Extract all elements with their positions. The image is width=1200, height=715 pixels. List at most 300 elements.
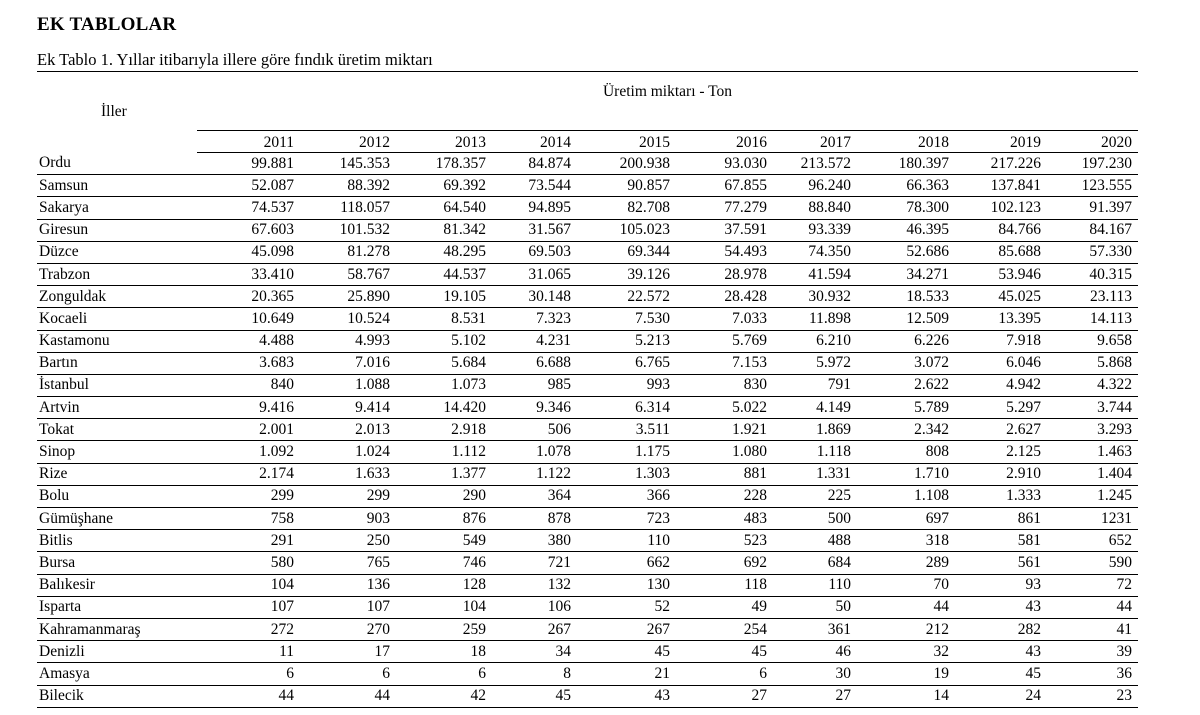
production-value-cell: 82.708 <box>577 197 676 219</box>
production-value-cell: 84.766 <box>955 219 1047 241</box>
production-value-cell: 28.978 <box>676 263 773 285</box>
production-value-cell: 11.898 <box>773 308 857 330</box>
production-value-cell: 758 <box>197 508 300 530</box>
production-value-cell: 5.789 <box>857 397 955 419</box>
year-header-cell: 2016 <box>676 131 773 153</box>
province-name-cell: Rize <box>37 463 197 485</box>
production-value-cell: 1.118 <box>773 441 857 463</box>
production-value-cell: 39.126 <box>577 263 676 285</box>
table-row <box>37 263 1138 285</box>
production-value-cell: 17 <box>300 641 396 663</box>
production-value-cell: 130 <box>577 574 676 596</box>
table-row <box>37 153 1138 175</box>
production-value-cell: 2.174 <box>197 463 300 485</box>
production-value-cell: 2.910 <box>955 463 1047 485</box>
production-value-cell: 123.555 <box>1047 175 1138 197</box>
production-value-cell: 178.357 <box>396 153 492 175</box>
production-value-cell: 43 <box>577 685 676 707</box>
production-value-cell: 1.331 <box>773 463 857 485</box>
production-value-cell: 721 <box>492 552 577 574</box>
production-value-cell: 1.080 <box>676 441 773 463</box>
production-value-cell: 44 <box>300 685 396 707</box>
year-header-cell: 2018 <box>857 131 955 153</box>
production-value-cell: 808 <box>857 441 955 463</box>
production-value-cell: 101.532 <box>300 219 396 241</box>
production-value-cell: 1.633 <box>300 463 396 485</box>
production-value-cell: 1231 <box>1047 508 1138 530</box>
production-value-cell: 93.030 <box>676 153 773 175</box>
production-value-cell: 22.572 <box>577 286 676 308</box>
production-value-cell: 18 <box>396 641 492 663</box>
production-value-cell: 45 <box>955 663 1047 685</box>
production-value-cell: 7.033 <box>676 308 773 330</box>
production-value-cell: 70 <box>857 574 955 596</box>
production-value-cell: 44 <box>197 685 300 707</box>
production-value-cell: 107 <box>197 596 300 618</box>
production-value-cell: 6.314 <box>577 397 676 419</box>
production-value-cell: 78.300 <box>857 197 955 219</box>
production-value-cell: 9.658 <box>1047 330 1138 352</box>
production-value-cell: 3.293 <box>1047 419 1138 441</box>
production-value-cell: 41.594 <box>773 263 857 285</box>
production-value-cell: 19.105 <box>396 286 492 308</box>
production-value-cell: 7.918 <box>955 330 1047 352</box>
production-value-cell: 580 <box>197 552 300 574</box>
province-name-cell: Düzce <box>37 241 197 263</box>
year-header-cell: 2017 <box>773 131 857 153</box>
production-value-cell: 58.767 <box>300 263 396 285</box>
production-value-cell: 14.113 <box>1047 308 1138 330</box>
production-value-cell: 128 <box>396 574 492 596</box>
table-row <box>37 641 1138 663</box>
production-value-cell: 2.918 <box>396 419 492 441</box>
table-row <box>37 352 1138 374</box>
table-row <box>37 308 1138 330</box>
year-header-cell: 2019 <box>955 131 1047 153</box>
table-row <box>37 197 1138 219</box>
year-header-cell: 2020 <box>1047 131 1138 153</box>
table-row <box>37 530 1138 552</box>
production-value-cell: 380 <box>492 530 577 552</box>
production-value-cell: 46.395 <box>857 219 955 241</box>
production-value-cell: 118.057 <box>300 197 396 219</box>
table-row <box>37 508 1138 530</box>
production-value-cell: 42 <box>396 685 492 707</box>
production-value-cell: 57.330 <box>1047 241 1138 263</box>
production-value-cell: 523 <box>676 530 773 552</box>
production-value-cell: 14.420 <box>396 397 492 419</box>
production-value-cell: 250 <box>300 530 396 552</box>
production-value-cell: 67.603 <box>197 219 300 241</box>
row-header-cell: İller <box>37 72 197 153</box>
production-value-cell: 67.855 <box>676 175 773 197</box>
production-value-cell: 4.149 <box>773 397 857 419</box>
table-row <box>37 441 1138 463</box>
production-value-cell: 5.868 <box>1047 352 1138 374</box>
production-value-cell: 96.240 <box>773 175 857 197</box>
production-value-cell: 99.881 <box>197 153 300 175</box>
production-value-cell: 45.098 <box>197 241 300 263</box>
table-row <box>37 330 1138 352</box>
production-value-cell: 9.346 <box>492 397 577 419</box>
production-value-cell: 39 <box>1047 641 1138 663</box>
province-name-cell: Bartın <box>37 352 197 374</box>
production-value-cell: 289 <box>857 552 955 574</box>
production-value-cell: 561 <box>955 552 1047 574</box>
table-row <box>37 241 1138 263</box>
production-value-cell: 14 <box>857 685 955 707</box>
production-value-cell: 692 <box>676 552 773 574</box>
production-value-cell: 136 <box>300 574 396 596</box>
production-value-cell: 33.410 <box>197 263 300 285</box>
production-value-cell: 6.046 <box>955 352 1047 374</box>
production-value-cell: 104 <box>197 574 300 596</box>
production-value-cell: 6.765 <box>577 352 676 374</box>
table-row <box>37 463 1138 485</box>
table-row <box>37 552 1138 574</box>
production-value-cell: 1.404 <box>1047 463 1138 485</box>
production-value-cell: 1.024 <box>300 441 396 463</box>
production-value-cell: 290 <box>396 485 492 507</box>
production-value-cell: 662 <box>577 552 676 574</box>
production-value-cell: 6 <box>197 663 300 685</box>
production-value-cell: 217.226 <box>955 153 1047 175</box>
production-value-cell: 69.503 <box>492 241 577 263</box>
province-name-cell: Kastamonu <box>37 330 197 352</box>
table-row <box>37 419 1138 441</box>
production-value-cell: 2.342 <box>857 419 955 441</box>
production-value-cell: 2.125 <box>955 441 1047 463</box>
production-value-cell: 102.123 <box>955 197 1047 219</box>
production-value-cell: 7.323 <box>492 308 577 330</box>
production-value-cell: 6.226 <box>857 330 955 352</box>
production-value-cell: 104 <box>396 596 492 618</box>
production-value-cell: 21 <box>577 663 676 685</box>
production-value-cell: 24 <box>955 685 1047 707</box>
production-value-cell: 1.073 <box>396 374 492 396</box>
production-value-cell: 66.363 <box>857 175 955 197</box>
production-value-cell: 9.416 <box>197 397 300 419</box>
province-name-cell: Bursa <box>37 552 197 574</box>
production-value-cell: 581 <box>955 530 1047 552</box>
production-value-cell: 1.303 <box>577 463 676 485</box>
production-value-cell: 31.065 <box>492 263 577 285</box>
production-value-cell: 1.112 <box>396 441 492 463</box>
production-value-cell: 4.942 <box>955 374 1047 396</box>
production-value-cell: 88.840 <box>773 197 857 219</box>
production-value-cell: 861 <box>955 508 1047 530</box>
production-value-cell: 45 <box>577 641 676 663</box>
production-value-cell: 282 <box>955 618 1047 640</box>
production-value-cell: 6 <box>396 663 492 685</box>
province-name-cell: Sakarya <box>37 197 197 219</box>
production-value-cell: 1.710 <box>857 463 955 485</box>
production-value-cell: 197.230 <box>1047 153 1138 175</box>
production-value-cell: 2.622 <box>857 374 955 396</box>
production-value-cell: 488 <box>773 530 857 552</box>
province-name-cell: Bitlis <box>37 530 197 552</box>
year-header-cell: 2013 <box>396 131 492 153</box>
production-value-cell: 213.572 <box>773 153 857 175</box>
year-header-row <box>37 131 1138 153</box>
production-value-cell: 299 <box>300 485 396 507</box>
production-value-cell: 4.488 <box>197 330 300 352</box>
production-value-cell: 291 <box>197 530 300 552</box>
production-value-cell: 652 <box>1047 530 1138 552</box>
production-value-cell: 506 <box>492 419 577 441</box>
production-value-cell: 3.511 <box>577 419 676 441</box>
province-name-cell: Bolu <box>37 485 197 507</box>
production-value-cell: 180.397 <box>857 153 955 175</box>
production-value-cell: 272 <box>197 618 300 640</box>
table-header <box>37 72 1138 153</box>
production-value-cell: 18.533 <box>857 286 955 308</box>
production-value-cell: 483 <box>676 508 773 530</box>
province-name-cell: Zonguldak <box>37 286 197 308</box>
production-value-cell: 5.972 <box>773 352 857 374</box>
table-row <box>37 485 1138 507</box>
production-value-cell: 36 <box>1047 663 1138 685</box>
production-value-cell: 49 <box>676 596 773 618</box>
production-value-cell: 318 <box>857 530 955 552</box>
table-row <box>37 596 1138 618</box>
production-value-cell: 46 <box>773 641 857 663</box>
table-row <box>37 219 1138 241</box>
production-value-cell: 590 <box>1047 552 1138 574</box>
production-value-cell: 500 <box>773 508 857 530</box>
production-value-cell: 145.353 <box>300 153 396 175</box>
province-name-cell: Giresun <box>37 219 197 241</box>
production-value-cell: 19 <box>857 663 955 685</box>
production-value-cell: 364 <box>492 485 577 507</box>
production-value-cell: 830 <box>676 374 773 396</box>
production-value-cell: 1.377 <box>396 463 492 485</box>
production-value-cell: 110 <box>577 530 676 552</box>
production-value-cell: 64.540 <box>396 197 492 219</box>
production-value-cell: 267 <box>577 618 676 640</box>
province-name-cell: Isparta <box>37 596 197 618</box>
production-value-cell: 684 <box>773 552 857 574</box>
production-value-cell: 81.278 <box>300 241 396 263</box>
production-value-cell: 270 <box>300 618 396 640</box>
table-body <box>37 153 1138 708</box>
production-value-cell: 1.869 <box>773 419 857 441</box>
production-value-cell: 69.344 <box>577 241 676 263</box>
production-value-cell: 52 <box>577 596 676 618</box>
section-title: EK TABLOLAR <box>37 14 177 35</box>
production-value-cell: 1.463 <box>1047 441 1138 463</box>
province-name-cell: Ordu <box>37 153 197 175</box>
production-value-cell: 93.339 <box>773 219 857 241</box>
table-row <box>37 663 1138 685</box>
province-name-cell: Samsun <box>37 175 197 197</box>
production-value-cell: 30 <box>773 663 857 685</box>
production-value-cell: 30.148 <box>492 286 577 308</box>
production-value-cell: 44.537 <box>396 263 492 285</box>
production-table <box>37 71 1138 708</box>
production-value-cell: 11 <box>197 641 300 663</box>
production-value-cell: 84.874 <box>492 153 577 175</box>
production-value-cell: 2.013 <box>300 419 396 441</box>
production-value-cell: 45 <box>676 641 773 663</box>
production-value-cell: 878 <box>492 508 577 530</box>
province-name-cell: Tokat <box>37 419 197 441</box>
province-name-cell: Amasya <box>37 663 197 685</box>
production-value-cell: 723 <box>577 508 676 530</box>
production-value-cell: 791 <box>773 374 857 396</box>
production-value-cell: 77.279 <box>676 197 773 219</box>
production-value-cell: 13.395 <box>955 308 1047 330</box>
province-name-cell: Bilecik <box>37 685 197 707</box>
production-value-cell: 74.350 <box>773 241 857 263</box>
production-value-cell: 10.524 <box>300 308 396 330</box>
production-value-cell: 28.428 <box>676 286 773 308</box>
production-value-cell: 73.544 <box>492 175 577 197</box>
table-row <box>37 175 1138 197</box>
production-value-cell: 44 <box>857 596 955 618</box>
production-value-cell: 132 <box>492 574 577 596</box>
province-name-cell: İstanbul <box>37 374 197 396</box>
production-value-cell: 106 <box>492 596 577 618</box>
production-value-cell: 765 <box>300 552 396 574</box>
production-value-cell: 40.315 <box>1047 263 1138 285</box>
production-value-cell: 74.537 <box>197 197 300 219</box>
production-value-cell: 53.946 <box>955 263 1047 285</box>
production-value-cell: 88.392 <box>300 175 396 197</box>
production-value-cell: 1.108 <box>857 485 955 507</box>
production-value-cell: 107 <box>300 596 396 618</box>
year-header-cell: 2011 <box>197 131 300 153</box>
production-value-cell: 549 <box>396 530 492 552</box>
table-row <box>37 574 1138 596</box>
production-value-cell: 12.509 <box>857 308 955 330</box>
production-value-cell: 30.932 <box>773 286 857 308</box>
group-header-cell: Üretim miktarı - Ton <box>197 72 1138 131</box>
production-value-cell: 93 <box>955 574 1047 596</box>
production-value-cell: 43 <box>955 596 1047 618</box>
production-value-cell: 52.686 <box>857 241 955 263</box>
production-value-cell: 91.397 <box>1047 197 1138 219</box>
production-value-cell: 3.683 <box>197 352 300 374</box>
province-name-cell: Denizli <box>37 641 197 663</box>
province-name-cell: Sinop <box>37 441 197 463</box>
province-name-cell: Balıkesir <box>37 574 197 596</box>
table-row <box>37 397 1138 419</box>
production-value-cell: 34 <box>492 641 577 663</box>
production-value-cell: 90.857 <box>577 175 676 197</box>
production-value-cell: 5.022 <box>676 397 773 419</box>
production-value-cell: 7.153 <box>676 352 773 374</box>
province-name-cell: Artvin <box>37 397 197 419</box>
year-header-cell: 2015 <box>577 131 676 153</box>
production-value-cell: 1.245 <box>1047 485 1138 507</box>
production-value-cell: 72 <box>1047 574 1138 596</box>
production-value-cell: 52.087 <box>197 175 300 197</box>
production-value-cell: 299 <box>197 485 300 507</box>
production-value-cell: 54.493 <box>676 241 773 263</box>
table-row <box>37 374 1138 396</box>
production-value-cell: 212 <box>857 618 955 640</box>
production-value-cell: 4.993 <box>300 330 396 352</box>
production-value-cell: 5.102 <box>396 330 492 352</box>
production-value-cell: 840 <box>197 374 300 396</box>
production-value-cell: 23 <box>1047 685 1138 707</box>
production-value-cell: 985 <box>492 374 577 396</box>
production-value-cell: 48.295 <box>396 241 492 263</box>
production-value-cell: 2.627 <box>955 419 1047 441</box>
production-value-cell: 881 <box>676 463 773 485</box>
production-value-cell: 225 <box>773 485 857 507</box>
production-value-cell: 746 <box>396 552 492 574</box>
table-row <box>37 618 1138 640</box>
production-value-cell: 45.025 <box>955 286 1047 308</box>
production-value-cell: 3.072 <box>857 352 955 374</box>
production-value-cell: 34.271 <box>857 263 955 285</box>
production-value-cell: 44 <box>1047 596 1138 618</box>
production-value-cell: 1.921 <box>676 419 773 441</box>
province-name-cell: Trabzon <box>37 263 197 285</box>
production-value-cell: 903 <box>300 508 396 530</box>
production-value-cell: 32 <box>857 641 955 663</box>
production-value-cell: 8 <box>492 663 577 685</box>
production-value-cell: 9.414 <box>300 397 396 419</box>
production-value-cell: 118 <box>676 574 773 596</box>
production-value-cell: 1.175 <box>577 441 676 463</box>
production-value-cell: 20.365 <box>197 286 300 308</box>
production-value-cell: 110 <box>773 574 857 596</box>
production-value-cell: 10.649 <box>197 308 300 330</box>
production-value-cell: 2.001 <box>197 419 300 441</box>
production-value-cell: 105.023 <box>577 219 676 241</box>
production-value-cell: 45 <box>492 685 577 707</box>
production-value-cell: 366 <box>577 485 676 507</box>
year-header-cell: 2012 <box>300 131 396 153</box>
production-value-cell: 4.322 <box>1047 374 1138 396</box>
production-value-cell: 993 <box>577 374 676 396</box>
production-value-cell: 4.231 <box>492 330 577 352</box>
production-value-cell: 6.688 <box>492 352 577 374</box>
province-name-cell: Kahramanmaraş <box>37 618 197 640</box>
production-value-cell: 1.088 <box>300 374 396 396</box>
production-value-cell: 7.016 <box>300 352 396 374</box>
production-value-cell: 137.841 <box>955 175 1047 197</box>
production-value-cell: 27 <box>773 685 857 707</box>
year-header-cell: 2014 <box>492 131 577 153</box>
production-value-cell: 1.078 <box>492 441 577 463</box>
production-value-cell: 254 <box>676 618 773 640</box>
production-value-cell: 5.297 <box>955 397 1047 419</box>
production-value-cell: 697 <box>857 508 955 530</box>
production-value-cell: 25.890 <box>300 286 396 308</box>
production-value-cell: 6 <box>300 663 396 685</box>
table-row <box>37 685 1138 707</box>
production-value-cell: 50 <box>773 596 857 618</box>
production-value-cell: 1.092 <box>197 441 300 463</box>
production-value-cell: 5.213 <box>577 330 676 352</box>
production-value-cell: 6.210 <box>773 330 857 352</box>
production-value-cell: 876 <box>396 508 492 530</box>
production-value-cell: 361 <box>773 618 857 640</box>
province-name-cell: Kocaeli <box>37 308 197 330</box>
production-value-cell: 81.342 <box>396 219 492 241</box>
production-value-cell: 84.167 <box>1047 219 1138 241</box>
production-value-cell: 3.744 <box>1047 397 1138 419</box>
production-value-cell: 259 <box>396 618 492 640</box>
production-value-cell: 31.567 <box>492 219 577 241</box>
production-value-cell: 7.530 <box>577 308 676 330</box>
table-caption: Ek Tablo 1. Yıllar itibarıyla illere göre fındık üretim miktarı <box>37 50 433 69</box>
province-name-cell: Gümüşhane <box>37 508 197 530</box>
